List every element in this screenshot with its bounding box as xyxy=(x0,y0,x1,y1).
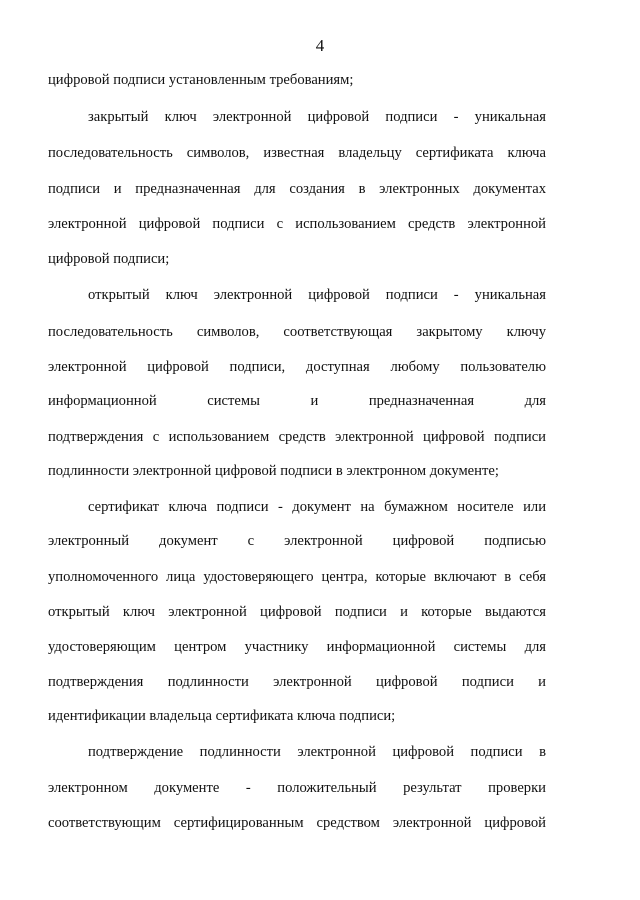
text-line: цифровой подписи; xyxy=(48,251,170,267)
text-line: сертификат ключа подписи - документ на бумажном носителе или xyxy=(88,499,546,515)
text-line: идентификации владельца сертификата ключа подписи; xyxy=(48,708,396,724)
text-line: подтверждения подлинности электронной цифровой подписи и xyxy=(48,674,546,690)
text-line: открытый ключ электронной цифровой подписи и которые выдаются xyxy=(48,604,546,620)
text-line: информационной системы и предназначенная для xyxy=(48,393,546,409)
text-line: электронный документ с электронной цифровой подписью xyxy=(48,533,546,549)
page-number: 4 xyxy=(315,36,325,55)
text-line: удостоверяющим центром участнику информационной системы для xyxy=(48,639,546,655)
text-line: подлинности электронной цифровой подписи в электронном документе; xyxy=(48,463,499,479)
text-line: последовательность символов, известная владельцу сертификата ключа xyxy=(48,145,546,161)
text-line: подписи и предназначенная для создания в электронных документах xyxy=(48,181,546,197)
text-line: уполномоченного лица удостоверяющего центра, которые включают в себя xyxy=(48,569,546,585)
text-line: последовательность символов, соответствующая закрытому ключу xyxy=(48,324,546,340)
text-line: соответствующим сертифицированным средством электронной цифровой xyxy=(48,815,546,831)
text-line: открытый ключ электронной цифровой подписи - уникальная xyxy=(88,287,546,303)
text-line: электронном документе - положительный результат проверки xyxy=(48,780,546,796)
text-line: подтверждение подлинности электронной цифровой подписи в xyxy=(88,744,546,760)
text-line: электронной цифровой подписи, доступная любому пользователю xyxy=(48,359,546,375)
text-line: цифровой подписи установленным требованиям; xyxy=(48,72,354,88)
text-line: закрытый ключ электронной цифровой подписи - уникальная xyxy=(88,109,546,125)
text-line: подтверждения с использованием средств электронной цифровой подписи xyxy=(48,429,546,445)
text-line: электронной цифровой подписи с использованием средств электронной xyxy=(48,216,546,232)
